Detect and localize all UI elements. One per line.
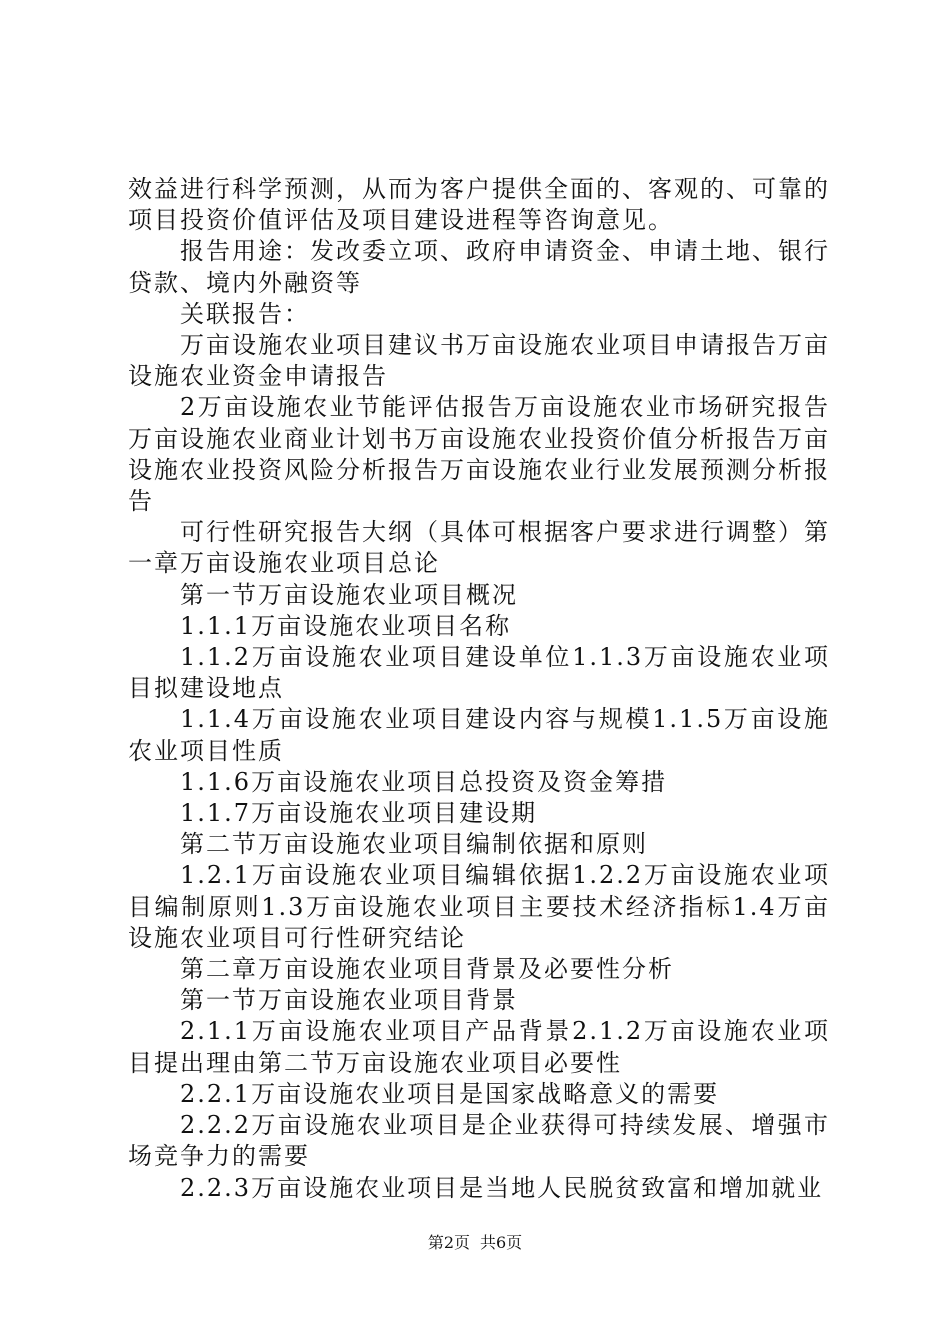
page-footer	[0, 1230, 950, 1253]
page-total: 共6页	[480, 1233, 523, 1252]
paragraph: 可行性研究报告大纲（具体可根据客户要求进行调整）第一章万亩设施农业项目总论	[128, 518, 830, 578]
section-heading: 第一节万亩设施农业项目概况	[180, 580, 518, 609]
outline-item: 2.2.3万亩设施农业项目是当地人民脱贫致富和增加就业	[180, 1173, 824, 1202]
outline-item: 1.1.6万亩设施农业项目总投资及资金筹措	[180, 767, 668, 796]
paragraph: 效益进行科学预测，从而为客户提供全面的、客观的、可靠的项目投资价值评估及项目建设进程等咨询意见。	[128, 175, 830, 235]
outline-item: 1.1.4万亩设施农业项目建设内容与规模1.1.5万亩设施农业项目性质	[128, 705, 830, 765]
outline-item: 1.1.1万亩设施农业项目名称	[180, 611, 512, 640]
outline-item: 1.2.1万亩设施农业项目编辑依据1.2.2万亩设施农业项目编制原则1.3万亩设施农业项目主要技术经济指标1.4万亩设施农业项目可行性研究结论	[128, 861, 830, 952]
outline-item: 1.1.7万亩设施农业项目建设期	[180, 799, 538, 828]
paragraph: 万亩设施农业项目建议书万亩设施农业项目申请报告万亩设施农业资金申请报告	[128, 331, 830, 391]
chapter-heading: 第二章万亩设施农业项目背景及必要性分析	[180, 955, 674, 984]
outline-item: 2.1.1万亩设施农业项目产品背景2.1.2万亩设施农业项目提出理由第二节万亩设施农业项目必要性	[128, 1017, 830, 1077]
paragraph: 2万亩设施农业节能评估报告万亩设施农业市场研究报告万亩设施农业商业计划书万亩设施农业投资价值分析报告万亩设施农业投资风险分析报告万亩设施农业行业发展预测分析报告	[128, 393, 830, 516]
paragraph: 报告用途：发改委立项、政府申请资金、申请土地、银行贷款、境内外融资等	[128, 237, 830, 297]
section-heading: 第二节万亩设施农业项目编制依据和原则	[180, 830, 648, 859]
page-number: 第2页	[427, 1233, 470, 1252]
paragraph: 关联报告：	[180, 299, 310, 328]
section-heading: 第一节万亩设施农业项目背景	[180, 986, 518, 1015]
outline-item: 1.1.2万亩设施农业项目建设单位1.1.3万亩设施农业项目拟建设地点	[128, 643, 830, 703]
outline-item: 2.2.1万亩设施农业项目是国家战略意义的需要	[180, 1079, 720, 1108]
outline-item: 2.2.2万亩设施农业项目是企业获得可持续发展、增强市场竞争力的需要	[128, 1111, 830, 1171]
document-body	[128, 174, 830, 1204]
